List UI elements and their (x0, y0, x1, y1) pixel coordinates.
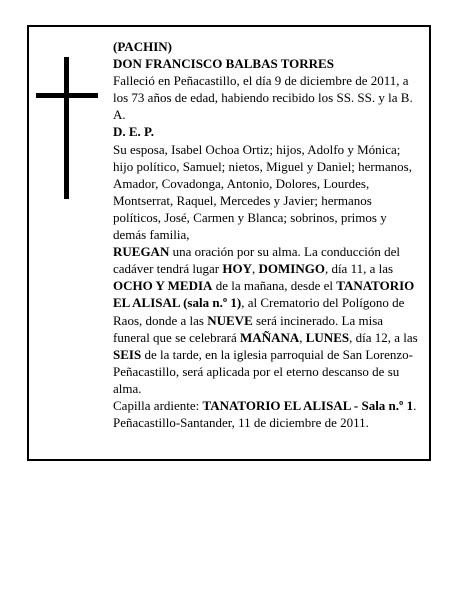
place-date: Peñacastillo-Santander, 11 de diciembre de 2011. (113, 415, 369, 431)
dep-line: D. E. P. (113, 124, 155, 140)
cross-icon (36, 57, 98, 199)
cross-horizontal-bar (36, 93, 98, 98)
chapel-line: Capilla ardiente: TANATORIO EL ALISAL - Sala n.º 1. (113, 397, 417, 413)
deceased-name: DON FRANCISCO BALBAS TORRES (113, 56, 334, 72)
nickname: (PACHIN) (113, 39, 172, 54)
family-list: Su esposa, Isabel Ochoa Ortiz; hijos, Adolfo y Mónica; hijo político, Samuel; nietos, Miguel y Daniel; hermanos, Amador, Covadonga, Antonio, Dolores, Lourdes, Montserrat, Raquel, Mercedes y Javier; hermanos políticos, José, Carmen y Blanca; sobrinos, primos y demás familia, (113, 141, 412, 243)
funeral-request: RUEGAN una oración por su alma. La conducción del cadáver tendrá lugar HOY, DOMINGO, día 11, a las OCHO Y MEDIA de la mañana, desde el TANATORIO EL ALISAL (sala n.º 1), al Crematorio del Polígono de Raos, donde a las NUEVE será incinerado. La misa funeral que se celebrará MAÑANA, LUNES, día 12, a las SEIS de la tarde, en la iglesia parroquial de San Lorenzo-Peñacastillo, será aplicada por el eterno descanso de su alma. (113, 244, 418, 396)
death-notice: Falleció en Peñacastillo, el día 9 de diciembre de 2011, a los 73 años de edad, habiendo recibido los SS. SS. y la B. A. (113, 73, 413, 123)
obituary-text (113, 38, 423, 431)
cross-vertical-bar (64, 57, 69, 199)
